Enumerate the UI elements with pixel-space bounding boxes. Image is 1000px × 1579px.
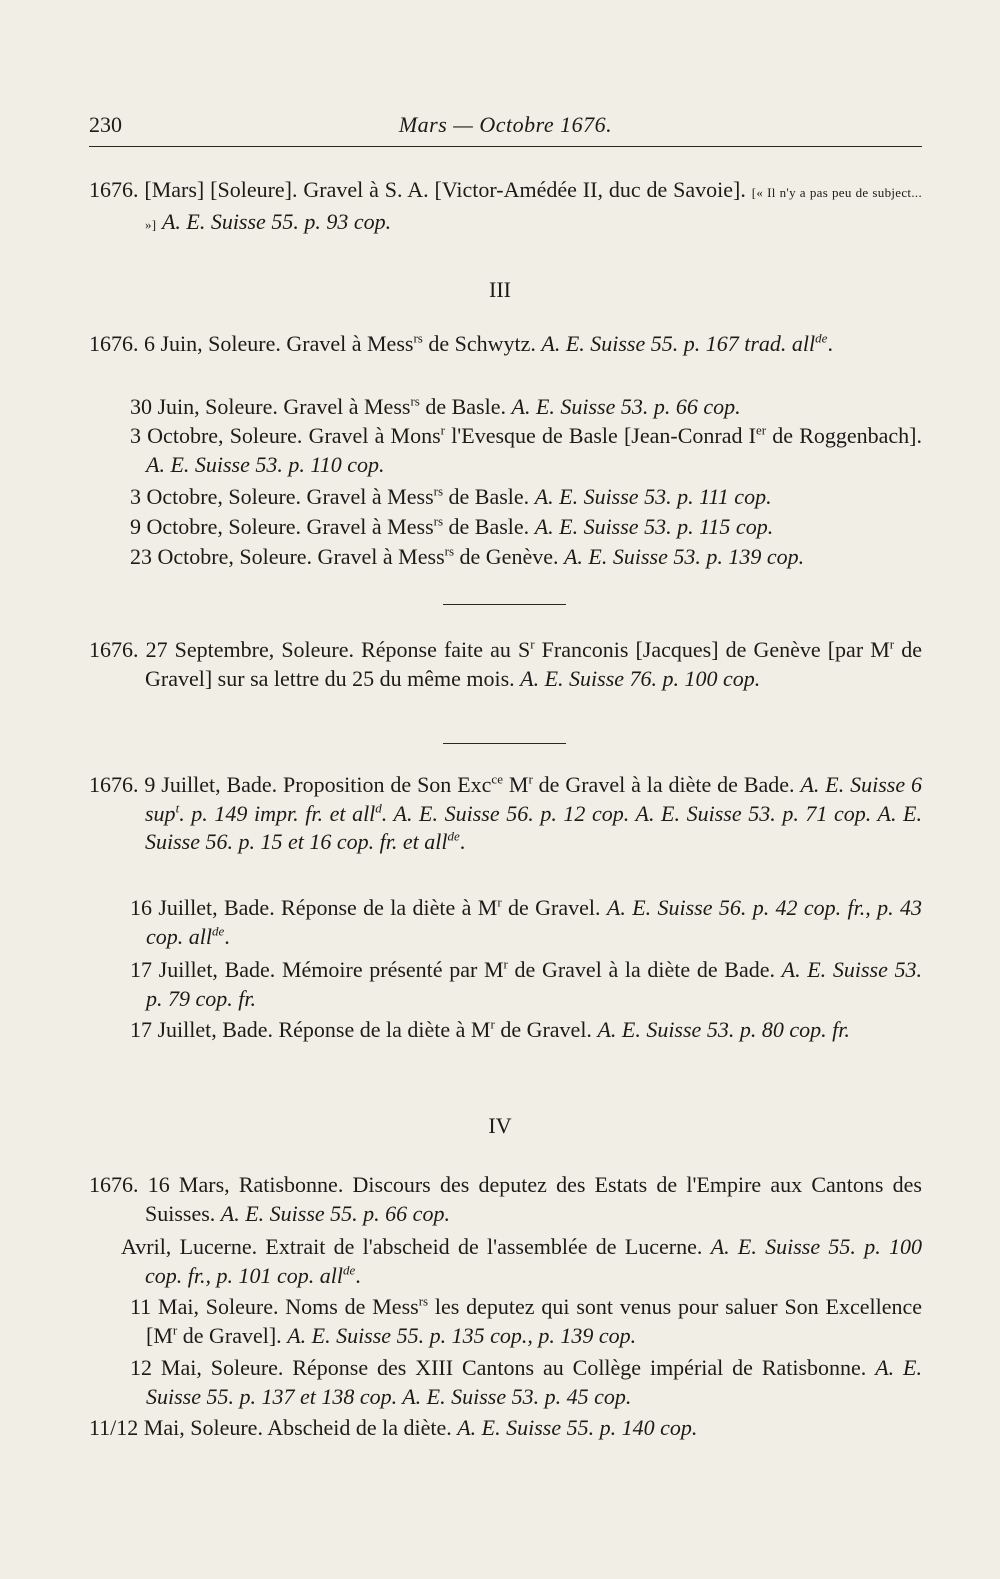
archive-reference: A. E. Suisse 53. p. 110 cop.: [146, 451, 385, 477]
entry-text: 30 Juin, Soleure. Gravel à Mess: [130, 394, 411, 419]
superscript: de: [212, 923, 225, 939]
archive-reference: A. E. Suisse 55. p. 66 cop.: [220, 1200, 450, 1226]
superscript: rs: [433, 513, 444, 529]
superscript: r: [503, 956, 508, 972]
entry-text: 17 Juillet, Bade. Réponse de la diète à M: [130, 1017, 491, 1042]
superscript: r: [530, 636, 535, 652]
superscript: rs: [410, 393, 420, 409]
superscript: de: [447, 828, 460, 844]
entry-3-octobre-evesque: [130, 422, 922, 479]
archive-reference: A. E. Suisse 55. p. 100 cop. fr., p. 101 cop. all: [145, 1234, 922, 1288]
entry-text: 1676. 6 Juin, Soleure. Gravel à Mess: [89, 331, 414, 356]
archive-reference: A. E. Suisse 55. p. 167 trad. all: [541, 331, 816, 356]
archive-reference: . A. E. Suisse 56. p. 12 cop. A. E. Suisse 53. p. 71 cop. A. E. Suisse 56. p. 15 et 16 cop. fr. et all: [145, 800, 922, 854]
entry-text: de Gravel] sur sa lettre du 25 du même mois.: [145, 637, 922, 691]
superscript: rs: [433, 483, 444, 499]
archive-reference: A. E. Suisse 53. p. 115 cop.: [534, 514, 774, 539]
superscript: rs: [444, 543, 455, 559]
superscript: de: [815, 330, 828, 346]
entry-9-octobre-basle: [130, 513, 922, 542]
superscript: rs: [418, 1293, 429, 1309]
superscript: t: [175, 800, 180, 816]
entry-30-juin-basle: [130, 393, 922, 422]
entry-17-juillet-reponse: [130, 1016, 922, 1045]
header-rule: [89, 146, 922, 147]
entry-text: 23 Octobre, Soleure. Gravel à Mess: [130, 544, 445, 569]
entry-text: de Gravel à la diète de Bade.: [507, 957, 782, 982]
entry-text: de Basle.: [443, 514, 535, 539]
entry-text: Avril, Lucerne. Extrait de l'abscheid de l'assemblée de Lucerne.: [121, 1234, 711, 1259]
incipit: [« Il n'y a pas peu de subject... »]: [145, 185, 922, 232]
entry-text: de Gravel.: [494, 1017, 598, 1042]
entry-text: de Roggenbach].: [766, 423, 922, 448]
superscript: r: [440, 422, 446, 438]
superscript: r: [490, 1016, 495, 1032]
entry-text: 1676. 9 Juillet, Bade. Proposition de Son Exc: [89, 772, 492, 797]
entry-9-juillet-proposition: [89, 771, 922, 857]
entry-3-octobre-basle: [130, 483, 922, 512]
entry-text: Franconis [Jacques] de Genève [par M: [534, 637, 890, 662]
superscript: d: [375, 800, 382, 816]
entry-text: 3 Octobre, Soleure. Gravel à Mons: [130, 423, 441, 448]
superscript: r: [172, 1322, 178, 1338]
entry-23-octobre-geneve: [130, 543, 922, 572]
archive-reference: A. E. Suisse 53. p. 80 cop. fr.: [597, 1017, 850, 1042]
entry-text: 1676. 16 Mars, Ratisbonne. Discours des deputez des Estats de l'Empire aux Cantons des Suisses.: [89, 1172, 922, 1226]
superscript: r: [497, 894, 502, 910]
page-header: [89, 112, 922, 144]
entry-text: de Schwytz.: [422, 331, 542, 356]
entry-text: de Gravel à la diète de Bade.: [532, 772, 801, 797]
running-title: Mars — Octobre 1676.: [398, 112, 613, 137]
separator-rule: [443, 604, 566, 605]
archive-reference: A. E. Suisse 53. p. 139 cop.: [563, 544, 805, 569]
entry-text: de Basle.: [443, 484, 535, 509]
entry-text: 3 Octobre, Soleure. Gravel à Mess: [130, 484, 434, 509]
entry-text: 16 Juillet, Bade. Réponse de la diète à M: [130, 895, 498, 920]
entry-text: .: [355, 1262, 361, 1288]
entry-text: .: [827, 331, 833, 356]
entry-avril-lucerne: [121, 1233, 922, 1290]
archive-reference: A. E. Suisse 53. p. 79 cop. fr.: [146, 957, 922, 1011]
section-heading-iii: III: [489, 277, 511, 302]
entry-text: .: [459, 829, 466, 854]
superscript: ce: [491, 771, 503, 787]
archive-reference: A. E. Suisse 53. p. 66 cop.: [511, 394, 741, 419]
archive-reference: A. E. Suisse 55. p. 93 cop.: [161, 208, 392, 234]
entry-text: de Genève.: [454, 544, 564, 569]
archive-reference: A. E. Suisse 55. p. 137 et 138 cop. A. E. Suisse 53. p. 45 cop.: [146, 1355, 922, 1409]
entry-6-juin-schwytz: [89, 330, 922, 359]
entry-text: de Gravel].: [177, 1322, 288, 1348]
entry-text: de Basle.: [419, 394, 512, 419]
entry-text: les deputez qui sont venus pour saluer Son Excellence [M: [146, 1294, 922, 1348]
entry-12-mai-reponse: [130, 1354, 922, 1411]
entry-text: 17 Juillet, Bade. Mémoire présenté par M: [130, 957, 504, 982]
entry-text: l'Evesque de Basle [Jean-Conrad I: [445, 423, 756, 448]
entry-text: 1676. 27 Septembre, Soleure. Réponse faite au S: [89, 637, 531, 662]
archive-reference: A. E. Suisse 76. p. 100 cop.: [520, 665, 761, 691]
entry-text: 9 Octobre, Soleure. Gravel à Mess: [130, 514, 434, 539]
entry-11-mai-noms: [130, 1293, 922, 1350]
entry-1676-mars-savoie: [89, 176, 922, 239]
section-heading-iv: IV: [488, 1113, 512, 1138]
superscript: rs: [413, 330, 423, 346]
superscript: de: [343, 1262, 356, 1278]
superscript: r: [889, 636, 895, 652]
superscript: r: [528, 771, 533, 787]
archive-reference: A. E. Suisse 53. p. 111 cop.: [534, 484, 772, 509]
archive-reference: . p. 149 impr. fr. et all: [179, 800, 376, 826]
entry-text: de Gravel.: [501, 895, 607, 920]
entry-text: 12 Mai, Soleure. Réponse des XIII Cantons au Collège impérial de Ratisbonne.: [130, 1355, 876, 1380]
entry-text: M: [502, 772, 529, 797]
archive-reference: A. E. Suisse 55. p. 135 cop., p. 139 cop.: [287, 1322, 637, 1348]
entry-text: 1676. [Mars] [Soleure]. Gravel à S. A. [Victor-Amédée II, duc de Savoie].: [89, 177, 746, 202]
archive-reference: A. E. Suisse 6 sup: [145, 772, 923, 826]
entry-text: 11 Mai, Soleure. Noms de Mess: [130, 1294, 419, 1319]
entry-text: 11/12 Mai, Soleure. Abscheid de la diète.: [89, 1415, 458, 1440]
entry-16-juillet-reponse: [130, 894, 922, 951]
entry-11-12-mai-abscheid: [89, 1414, 922, 1443]
archive-reference: A. E. Suisse 55. p. 140 cop.: [457, 1415, 698, 1440]
entry-17-juillet-memoire: [130, 956, 922, 1013]
superscript: er: [755, 422, 767, 438]
archive-reference: A. E. Suisse 56. p. 42 cop. fr., p. 43 cop. all: [146, 895, 922, 949]
separator-rule: [443, 743, 566, 744]
entry-16-mars-ratisbonne: [89, 1171, 922, 1228]
entry-text: .: [224, 923, 230, 949]
entry-27-septembre-franconis: [89, 636, 922, 693]
page-number: 230: [89, 112, 122, 137]
